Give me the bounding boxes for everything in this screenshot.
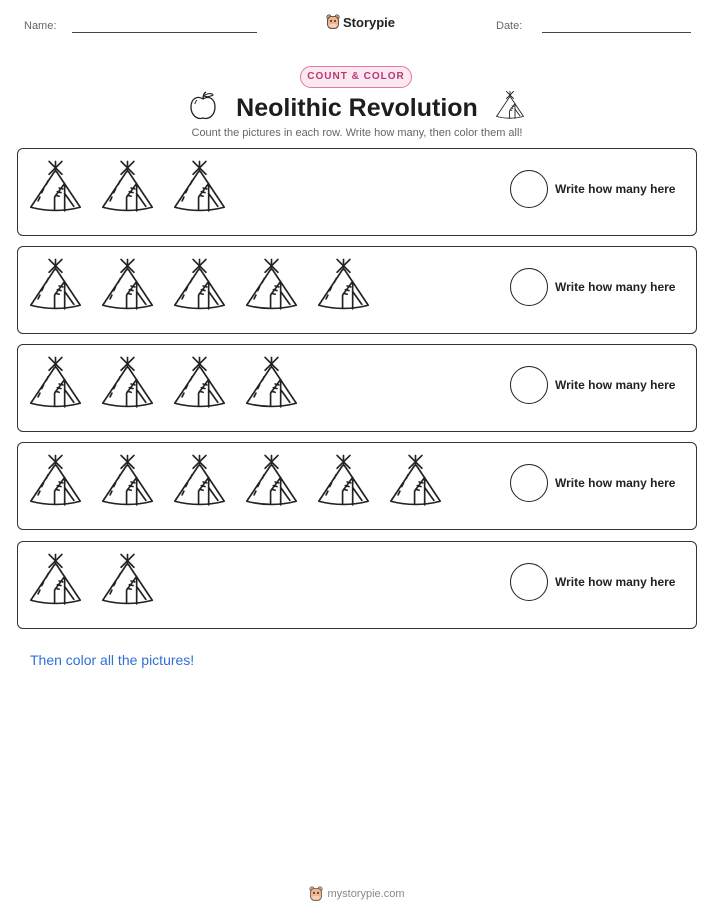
teepee-icon [28,256,83,316]
date-label: Date: [496,20,523,32]
answer-label: Write how many here [555,280,676,294]
teepee-icon [100,452,155,512]
row-pictures [28,256,371,322]
teepee-icon [244,354,299,414]
answer-label: Write how many here [555,182,676,196]
teepee-icon [28,158,83,218]
answer-circle[interactable] [510,464,548,502]
teepee-icon [495,90,525,122]
instructions: Count the pictures in each row. Write how many, then color them all! [191,127,523,139]
answer-label: Write how many here [555,575,676,589]
count-row-1 [17,148,697,236]
teepee-icon [100,256,155,316]
row-pictures [28,452,443,518]
count-row-2 [17,246,697,334]
footer-url: mystorypie.com [327,888,405,900]
answer-circle[interactable] [510,268,548,306]
count-row-4 [17,442,697,530]
name-label: Name: [24,20,57,32]
answer-label: Write how many here [555,476,676,490]
row-pictures [28,158,227,224]
color-instruction: Then color all the pictures! [30,652,195,668]
teepee-icon [28,551,83,611]
row-pictures [28,551,155,617]
brand-name: Storypie [343,14,396,30]
teepee-icon [172,354,227,414]
storypie-mascot-icon [326,14,340,30]
count-row-3 [17,344,697,432]
teepee-icon [172,452,227,512]
teepee-icon [316,256,371,316]
answer-label: Write how many here [555,378,676,392]
storypie-mascot-icon [309,886,323,902]
page-footer [0,886,714,902]
answer-circle[interactable] [510,366,548,404]
teepee-icon [244,256,299,316]
teepee-icon [388,452,443,512]
teepee-icon [244,452,299,512]
activity-badge: COUNT & COLOR [300,66,412,88]
teepee-icon [28,452,83,512]
teepee-icon [172,158,227,218]
page-title: Neolithic Revolution [236,94,478,122]
row-pictures [28,354,299,420]
teepee-icon [100,354,155,414]
teepee-icon [100,158,155,218]
answer-circle[interactable] [510,563,548,601]
teepee-icon [316,452,371,512]
count-row-5 [17,541,697,629]
answer-circle[interactable] [510,170,548,208]
date-line[interactable] [542,32,691,33]
name-line[interactable] [72,32,257,33]
teepee-icon [172,256,227,316]
brand-logo [326,14,395,30]
teepee-icon [28,354,83,414]
teepee-icon [100,551,155,611]
